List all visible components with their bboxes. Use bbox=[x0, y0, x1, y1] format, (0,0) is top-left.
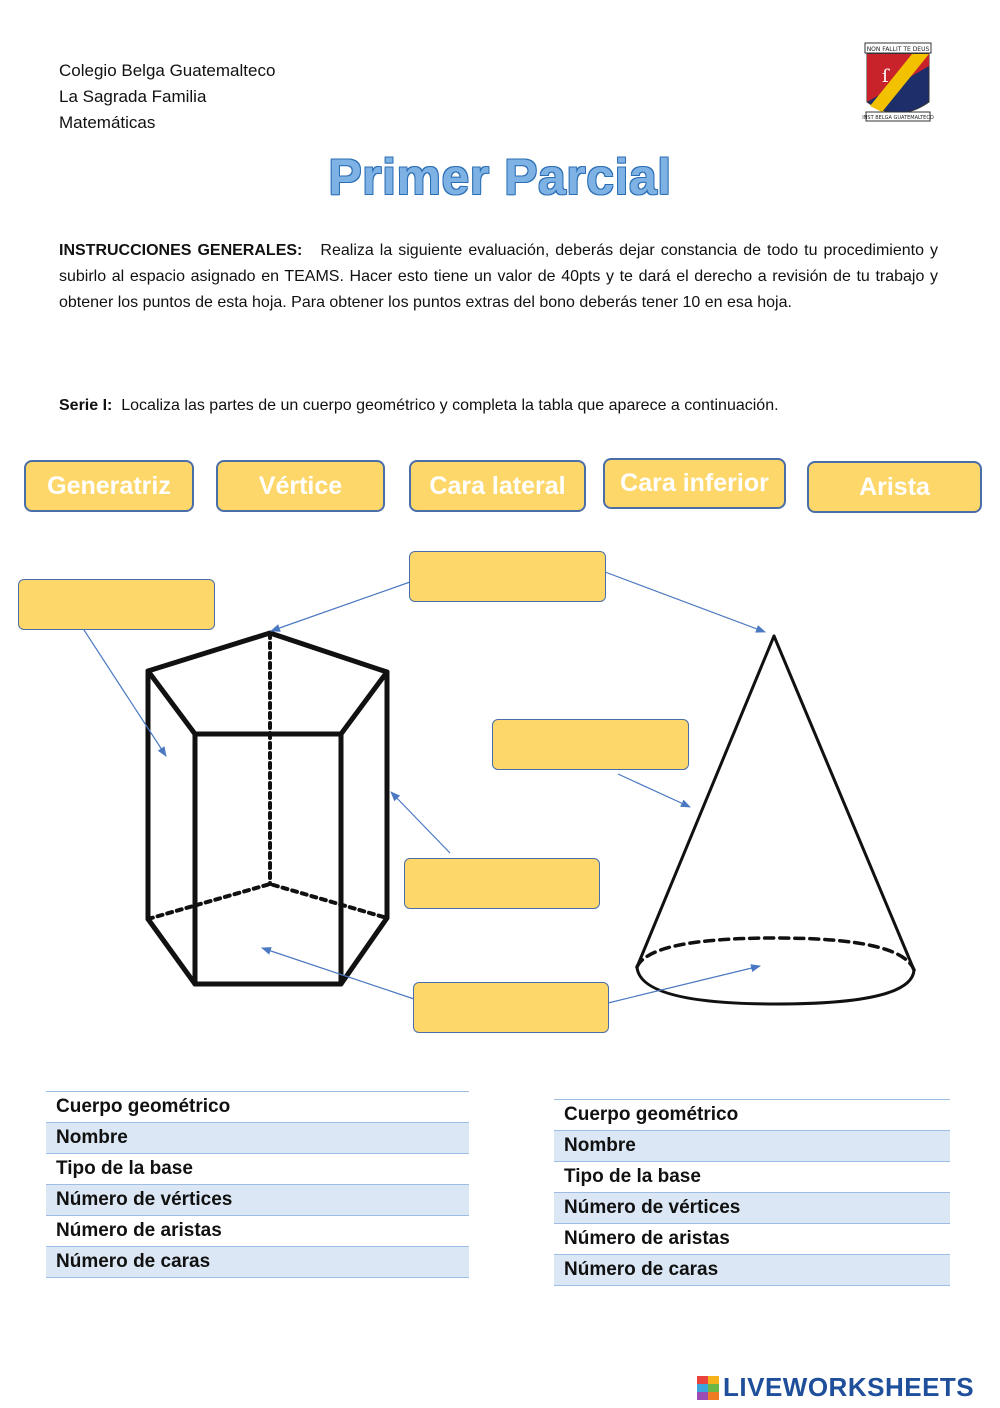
drop-box-bottom-face[interactable] bbox=[413, 982, 609, 1033]
table-row bbox=[46, 1092, 469, 1123]
subject: Matemáticas bbox=[59, 113, 156, 132]
liveworksheets-icon bbox=[697, 1376, 719, 1400]
drop-box-prism-lateral-face[interactable] bbox=[18, 579, 215, 630]
table-row bbox=[46, 1154, 469, 1185]
table-cell: Número de aristas bbox=[554, 1224, 950, 1255]
table-row bbox=[554, 1131, 950, 1162]
table-cell: Número de aristas bbox=[46, 1216, 469, 1247]
serie-text: Localiza las partes de un cuerpo geométrico y completa la tabla que aparece a continuación. bbox=[121, 397, 779, 414]
table-cell: Tipo de la base bbox=[46, 1154, 469, 1185]
cone-properties-table bbox=[554, 1099, 950, 1286]
table-cell: Cuerpo geométrico bbox=[46, 1092, 469, 1123]
drop-box-prism-edge[interactable] bbox=[404, 858, 600, 909]
table-row bbox=[554, 1255, 950, 1286]
word-chip-arista[interactable]: Arista bbox=[807, 461, 982, 513]
serie-label: Serie I: bbox=[59, 397, 113, 414]
school-name: Colegio Belga Guatemalteco bbox=[59, 61, 276, 80]
table-cell: Cuerpo geométrico bbox=[554, 1100, 950, 1131]
svg-text:ſ: ſ bbox=[882, 66, 889, 87]
table-cell: Tipo de la base bbox=[554, 1162, 950, 1193]
svg-text:INST BELGA GUATEMALTECO: INST BELGA GUATEMALTECO bbox=[862, 115, 934, 121]
word-chip-vertice[interactable]: Vértice bbox=[216, 460, 385, 512]
table-row bbox=[46, 1247, 469, 1278]
word-chip-cara-lateral[interactable]: Cara lateral bbox=[409, 460, 586, 512]
instructions-label: INSTRUCCIONES GENERALES: bbox=[59, 242, 303, 259]
school-subtitle: La Sagrada Familia bbox=[59, 87, 207, 106]
label-arrows bbox=[84, 572, 765, 1003]
liveworksheets-wordmark: LIVEWORKSHEETS bbox=[723, 1372, 975, 1402]
table-row bbox=[46, 1216, 469, 1247]
table-row bbox=[46, 1185, 469, 1216]
table-row bbox=[554, 1100, 950, 1131]
table-cell: Número de vértices bbox=[46, 1185, 469, 1216]
table-cell: Nombre bbox=[554, 1131, 950, 1162]
liveworksheets-logo bbox=[697, 1372, 974, 1403]
word-chip-generatriz[interactable]: Generatriz bbox=[24, 460, 194, 512]
table-row bbox=[46, 1123, 469, 1154]
table-cell: Número de caras bbox=[46, 1247, 469, 1278]
table-cell: Número de caras bbox=[554, 1255, 950, 1286]
instructions-text: Realiza la siguiente evaluación, deberás dejar constancia de todo tu procedimiento y subirlo al espacio asignado en TEAMS. Hacer esto tiene un valor de 40pts y te dará el derecho a revisión de tu trabajo y obtener los puntos de esta hoja. Para obtener los puntos extras del bono deberás tener 10 en esa hoja. bbox=[59, 242, 939, 311]
cone bbox=[637, 636, 914, 1004]
drop-box-vertex[interactable] bbox=[409, 551, 606, 602]
table-row bbox=[554, 1224, 950, 1255]
table-cell: Nombre bbox=[46, 1123, 469, 1154]
table-row bbox=[554, 1162, 950, 1193]
table-cell: Número de vértices bbox=[554, 1193, 950, 1224]
drop-box-cone-generatrix[interactable] bbox=[492, 719, 689, 770]
word-chip-cara-inferior[interactable]: Cara inferior bbox=[603, 458, 786, 509]
hexagonal-prism bbox=[148, 633, 387, 984]
prism-properties-table bbox=[46, 1091, 469, 1278]
svg-text:NON FALLIT TE DEUS: NON FALLIT TE DEUS bbox=[866, 46, 930, 53]
page-title: Primer Parcial bbox=[328, 149, 672, 205]
table-row bbox=[554, 1193, 950, 1224]
